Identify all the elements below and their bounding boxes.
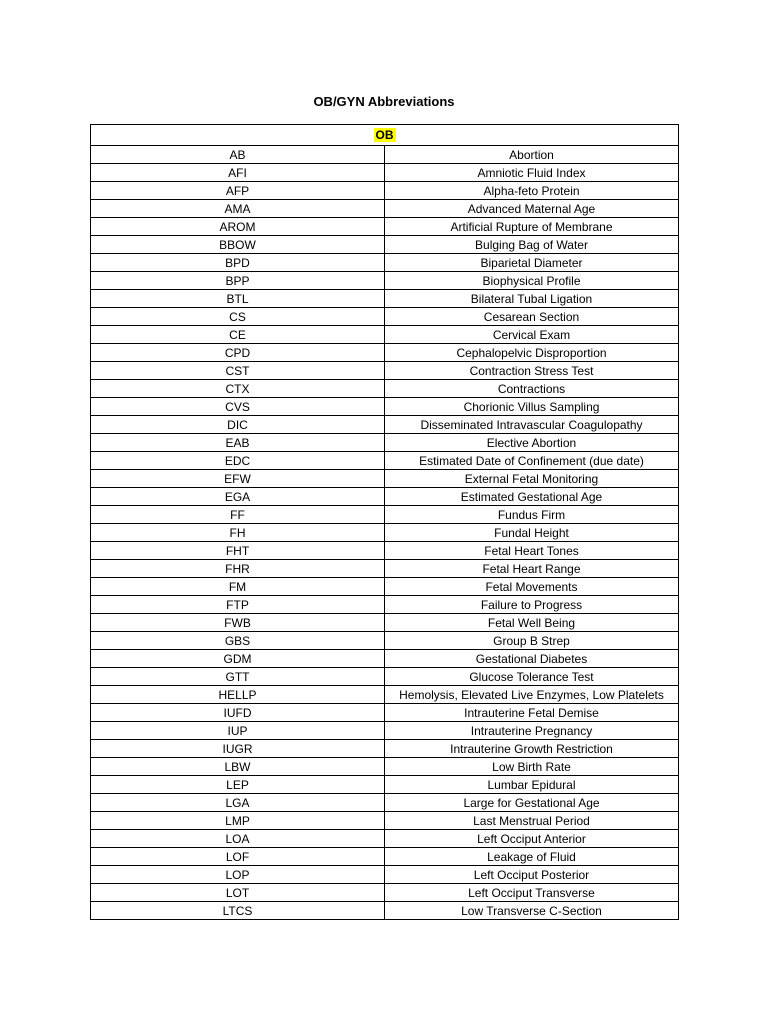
table-row bbox=[91, 398, 679, 416]
abbreviation-cell: AFI bbox=[91, 164, 385, 182]
table-row bbox=[91, 866, 679, 884]
table-row bbox=[91, 668, 679, 686]
abbreviation-cell: EGA bbox=[91, 488, 385, 506]
abbreviation-cell: FHR bbox=[91, 560, 385, 578]
meaning-cell: Glucose Tolerance Test bbox=[385, 668, 679, 686]
meaning-cell: Biophysical Profile bbox=[385, 272, 679, 290]
meaning-cell: Fundal Height bbox=[385, 524, 679, 542]
table-row bbox=[91, 236, 679, 254]
abbreviation-cell: IUP bbox=[91, 722, 385, 740]
meaning-cell: Leakage of Fluid bbox=[385, 848, 679, 866]
meaning-cell: Cesarean Section bbox=[385, 308, 679, 326]
abbreviation-cell: BBOW bbox=[91, 236, 385, 254]
meaning-cell: Fetal Well Being bbox=[385, 614, 679, 632]
table-row bbox=[91, 452, 679, 470]
abbreviation-cell: LBW bbox=[91, 758, 385, 776]
table-row bbox=[91, 272, 679, 290]
abbreviation-cell: FM bbox=[91, 578, 385, 596]
meaning-cell: Fundus Firm bbox=[385, 506, 679, 524]
meaning-cell: Left Occiput Transverse bbox=[385, 884, 679, 902]
meaning-cell: Fetal Movements bbox=[385, 578, 679, 596]
section-header-cell bbox=[91, 125, 679, 146]
abbreviation-cell: CVS bbox=[91, 398, 385, 416]
meaning-cell: Left Occiput Posterior bbox=[385, 866, 679, 884]
meaning-cell: Low Transverse C-Section bbox=[385, 902, 679, 920]
table-row bbox=[91, 650, 679, 668]
table-row bbox=[91, 794, 679, 812]
abbreviations-table-body bbox=[91, 125, 679, 920]
abbreviation-cell: FF bbox=[91, 506, 385, 524]
table-row bbox=[91, 596, 679, 614]
abbreviation-cell: CST bbox=[91, 362, 385, 380]
meaning-cell: Lumbar Epidural bbox=[385, 776, 679, 794]
table-row bbox=[91, 164, 679, 182]
abbreviation-cell: LOF bbox=[91, 848, 385, 866]
abbreviation-cell: CE bbox=[91, 326, 385, 344]
meaning-cell: Group B Strep bbox=[385, 632, 679, 650]
table-row bbox=[91, 308, 679, 326]
table-row bbox=[91, 434, 679, 452]
meaning-cell: Estimated Gestational Age bbox=[385, 488, 679, 506]
abbreviation-cell: HELLP bbox=[91, 686, 385, 704]
abbreviation-cell: LMP bbox=[91, 812, 385, 830]
table-row bbox=[91, 344, 679, 362]
abbreviation-cell: GTT bbox=[91, 668, 385, 686]
meaning-cell: Last Menstrual Period bbox=[385, 812, 679, 830]
meaning-cell: Large for Gestational Age bbox=[385, 794, 679, 812]
meaning-cell: Intrauterine Growth Restriction bbox=[385, 740, 679, 758]
table-row bbox=[91, 218, 679, 236]
abbreviation-cell: AROM bbox=[91, 218, 385, 236]
table-row bbox=[91, 686, 679, 704]
abbreviation-cell: FHT bbox=[91, 542, 385, 560]
meaning-cell: Fetal Heart Range bbox=[385, 560, 679, 578]
meaning-cell: Failure to Progress bbox=[385, 596, 679, 614]
meaning-cell: Elective Abortion bbox=[385, 434, 679, 452]
table-row bbox=[91, 812, 679, 830]
table-row bbox=[91, 416, 679, 434]
table-row bbox=[91, 524, 679, 542]
table-row bbox=[91, 884, 679, 902]
meaning-cell: Gestational Diabetes bbox=[385, 650, 679, 668]
table-row bbox=[91, 902, 679, 920]
meaning-cell: Intrauterine Pregnancy bbox=[385, 722, 679, 740]
abbreviation-cell: AFP bbox=[91, 182, 385, 200]
meaning-cell: Amniotic Fluid Index bbox=[385, 164, 679, 182]
table-row bbox=[91, 758, 679, 776]
table-row bbox=[91, 290, 679, 308]
meaning-cell: Left Occiput Anterior bbox=[385, 830, 679, 848]
abbreviation-cell: AB bbox=[91, 146, 385, 164]
table-row bbox=[91, 704, 679, 722]
table-row bbox=[91, 830, 679, 848]
table-row bbox=[91, 254, 679, 272]
abbreviation-cell: LOA bbox=[91, 830, 385, 848]
meaning-cell: Alpha-feto Protein bbox=[385, 182, 679, 200]
abbreviation-cell: LOP bbox=[91, 866, 385, 884]
table-row bbox=[91, 200, 679, 218]
table-row bbox=[91, 326, 679, 344]
section-label: OB bbox=[375, 128, 394, 142]
meaning-cell: Artificial Rupture of Membrane bbox=[385, 218, 679, 236]
meaning-cell: Disseminated Intravascular Coagulopathy bbox=[385, 416, 679, 434]
table-row bbox=[91, 470, 679, 488]
meaning-cell: Contractions bbox=[385, 380, 679, 398]
meaning-cell: Bulging Bag of Water bbox=[385, 236, 679, 254]
table-row bbox=[91, 182, 679, 200]
abbreviation-cell: AMA bbox=[91, 200, 385, 218]
abbreviation-cell: BPD bbox=[91, 254, 385, 272]
abbreviation-cell: LTCS bbox=[91, 902, 385, 920]
meaning-cell: Abortion bbox=[385, 146, 679, 164]
meaning-cell: Cervical Exam bbox=[385, 326, 679, 344]
abbreviation-cell: EFW bbox=[91, 470, 385, 488]
abbreviation-cell: FH bbox=[91, 524, 385, 542]
abbreviation-cell: CTX bbox=[91, 380, 385, 398]
table-row bbox=[91, 776, 679, 794]
meaning-cell: Bilateral Tubal Ligation bbox=[385, 290, 679, 308]
meaning-cell: Low Birth Rate bbox=[385, 758, 679, 776]
table-row bbox=[91, 614, 679, 632]
table-row bbox=[91, 488, 679, 506]
abbreviation-cell: EDC bbox=[91, 452, 385, 470]
abbreviation-cell: BTL bbox=[91, 290, 385, 308]
meaning-cell: Chorionic Villus Sampling bbox=[385, 398, 679, 416]
table-row bbox=[91, 542, 679, 560]
abbreviation-cell: GDM bbox=[91, 650, 385, 668]
abbreviation-cell: FTP bbox=[91, 596, 385, 614]
abbreviation-cell: LGA bbox=[91, 794, 385, 812]
table-row bbox=[91, 722, 679, 740]
table-row bbox=[91, 848, 679, 866]
abbreviation-cell: CPD bbox=[91, 344, 385, 362]
abbreviation-cell: LOT bbox=[91, 884, 385, 902]
abbreviation-cell: LEP bbox=[91, 776, 385, 794]
table-row bbox=[91, 380, 679, 398]
abbreviation-cell: GBS bbox=[91, 632, 385, 650]
table-row bbox=[91, 560, 679, 578]
table-row bbox=[91, 632, 679, 650]
table-row bbox=[91, 146, 679, 164]
table-row bbox=[91, 506, 679, 524]
table-row bbox=[91, 578, 679, 596]
meaning-cell: Intrauterine Fetal Demise bbox=[385, 704, 679, 722]
abbreviations-table bbox=[90, 124, 679, 920]
meaning-cell: Estimated Date of Confinement (due date) bbox=[385, 452, 679, 470]
abbreviation-cell: DIC bbox=[91, 416, 385, 434]
meaning-cell: Biparietal Diameter bbox=[385, 254, 679, 272]
abbreviation-cell: EAB bbox=[91, 434, 385, 452]
abbreviation-cell: FWB bbox=[91, 614, 385, 632]
meaning-cell: Contraction Stress Test bbox=[385, 362, 679, 380]
abbreviation-cell: IUFD bbox=[91, 704, 385, 722]
meaning-cell: Advanced Maternal Age bbox=[385, 200, 679, 218]
abbreviation-cell: IUGR bbox=[91, 740, 385, 758]
table-row bbox=[91, 740, 679, 758]
table-row bbox=[91, 362, 679, 380]
page-title: OB/GYN Abbreviations bbox=[313, 94, 455, 109]
section-header-row bbox=[91, 125, 679, 146]
meaning-cell: External Fetal Monitoring bbox=[385, 470, 679, 488]
meaning-cell: Cephalopelvic Disproportion bbox=[385, 344, 679, 362]
abbreviation-cell: CS bbox=[91, 308, 385, 326]
abbreviation-cell: BPP bbox=[91, 272, 385, 290]
meaning-cell: Fetal Heart Tones bbox=[385, 542, 679, 560]
meaning-cell: Hemolysis, Elevated Live Enzymes, Low Platelets bbox=[385, 686, 679, 704]
